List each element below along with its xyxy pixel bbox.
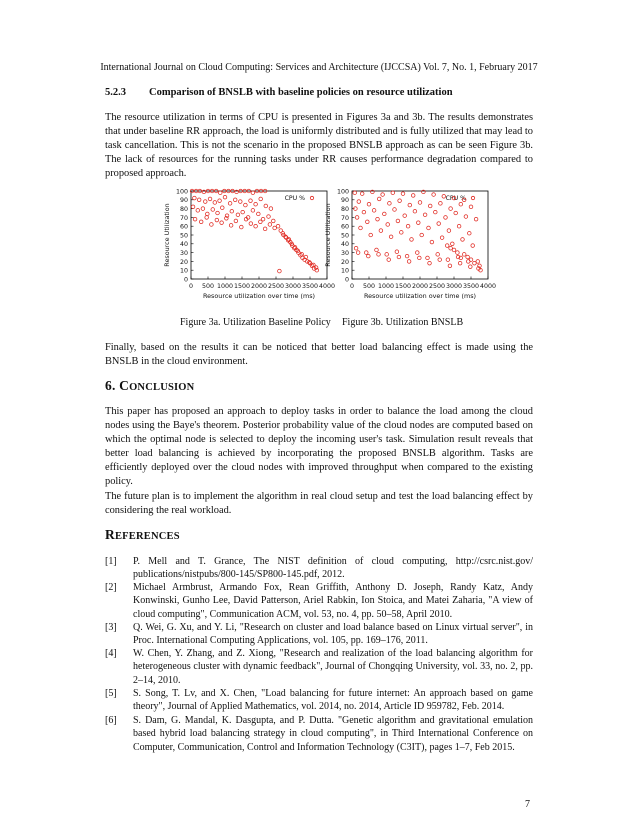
references-heading-prefix: R — [105, 527, 115, 542]
data-point — [369, 233, 373, 237]
data-point — [354, 246, 358, 250]
data-point — [411, 194, 415, 198]
reference-item — [105, 581, 533, 621]
data-point — [469, 205, 473, 209]
reference-number: [3] — [105, 622, 117, 633]
data-point — [220, 221, 224, 225]
x-tick-label: 500 — [201, 283, 215, 290]
conclusion-paragraph: This paper has proposed an approach to deploy tasks in order to balance the load among the cloud nodes using the Baye's theorem. Posterior probability value of the cloud nodes are computed based on which the optimal node is selected to deploy the incoming user's task. Simulation result reveals that better load balancing is achieved by incorporating the proposed BNSLB algorithm. Tasks are efficiently deployed over the cloud nodes with improved throughput when compared to the existing policy. — [105, 406, 533, 487]
data-point — [420, 233, 424, 237]
figure-3a-caption: Figure 3a. Utilization Baseline Policy — [180, 317, 331, 328]
section-title: Comparison of BNSLB with baseline policies on resource utilization — [149, 87, 453, 98]
data-point — [428, 204, 432, 208]
data-point — [196, 209, 200, 213]
data-point — [459, 202, 463, 206]
data-point — [377, 197, 381, 201]
legend-label: CPU % — [445, 195, 466, 202]
figure-3b-chart — [322, 183, 497, 303]
data-point — [389, 235, 393, 239]
data-point — [210, 223, 214, 227]
data-point — [259, 220, 263, 224]
results-paragraph: The resource utilization in terms of CPU is presented in Figures 3a and 3b. The results demonstrates that under baseline RR approach, the load is uniformly distributed and is fully utilized that may lead to task cancellation. This is not the scenario in the proposed BNSLB approach as can be seen Figure 3b. The lack of resources for the running tasks under RR causes performance degradation compared to proposed approach. — [105, 112, 533, 179]
data-point — [468, 231, 472, 235]
data-point — [269, 207, 273, 211]
data-point — [466, 255, 470, 259]
x-tick-label: 3000 — [445, 283, 463, 290]
data-point — [193, 217, 197, 221]
y-tick-label: 90 — [179, 197, 188, 205]
data-point — [400, 231, 404, 235]
y-tick-label: 60 — [340, 223, 349, 231]
data-point — [397, 255, 401, 259]
data-point — [395, 250, 399, 254]
reference-item — [105, 714, 533, 754]
data-point — [251, 209, 255, 213]
y-tick-label: 50 — [179, 232, 188, 240]
y-tick-label: 60 — [179, 223, 188, 231]
data-point — [440, 236, 444, 240]
data-point — [396, 219, 400, 223]
data-point — [427, 226, 431, 230]
x-tick-label: 0 — [349, 283, 355, 290]
finding-paragraph: Finally, based on the results it can be noticed that better load balancing effect is made using the BNSLB in the cloud environment. — [105, 342, 533, 367]
data-point — [268, 223, 272, 227]
reference-item — [105, 621, 533, 648]
data-point — [444, 216, 448, 220]
data-point — [423, 213, 427, 217]
y-tick-label: 100 — [336, 188, 349, 196]
data-point — [456, 251, 460, 255]
data-point — [457, 224, 461, 228]
y-tick-label: 0 — [183, 276, 188, 284]
y-tick-label: 90 — [340, 197, 349, 205]
data-point — [415, 251, 419, 255]
data-point — [464, 215, 468, 219]
future-work-paragraph: The future plan is to implement the algorithm in real cloud setup and test the load balancing effect by considering the real workload. — [105, 491, 533, 516]
reference-text: S. Dam, G. Mandal, K. Dasgupta, and P. Dutta. "Genetic algorithm and gravitational emulation based hybrid load balancing strategy in cloud computing", in Third International Conference on Computer, Communication, Control and Information Technology (C3IT), pages 1–7, Feb 2015. — [133, 715, 533, 753]
y-tick-label: 20 — [340, 258, 349, 266]
data-point — [379, 229, 383, 233]
data-point — [355, 216, 359, 220]
data-point — [254, 224, 258, 228]
data-point — [366, 220, 370, 224]
data-point — [353, 191, 357, 195]
reference-text: S. Song, T. Lv, and X. Chen, "Load balancing for future internet: An approach based on game theory", Journal of Applied Mathematics, vol. 2014, no. 2014, Article ID 959782, Feb. 2014. — [133, 688, 533, 713]
data-point — [211, 208, 215, 212]
reference-number: [6] — [105, 715, 117, 726]
data-point — [263, 227, 267, 231]
data-point — [406, 224, 410, 228]
data-point — [405, 254, 409, 258]
reference-text: P. Mell and T. Grance, The NIST definition of cloud computing, http://csrc.nist.gov/ publications/nistpubs/800-145/SP800-145.pdf, 2012. — [133, 556, 533, 581]
data-point — [403, 214, 407, 218]
x-axis-label: Resource utilization over time (ms) — [202, 292, 316, 300]
y-tick-label: 10 — [340, 267, 349, 275]
figure-3a-chart — [161, 183, 336, 303]
data-point — [432, 193, 436, 197]
x-tick-label: 500 — [362, 283, 376, 290]
data-point — [430, 240, 434, 244]
x-tick-label: 0 — [188, 283, 194, 290]
x-tick-label: 2500 — [267, 283, 285, 290]
y-tick-label: 70 — [179, 214, 188, 222]
data-point — [452, 248, 456, 252]
x-tick-label: 1500 — [233, 283, 251, 290]
data-point — [356, 251, 360, 255]
data-point — [417, 221, 421, 225]
data-point — [385, 253, 389, 257]
y-axis-label: Resource Utilization — [324, 203, 332, 267]
reference-text: Michael Armbrust, Armando Fox, Rean Griffith, Anthony D. Joseph, Randy Katz, Andy Konwinski, Gunho Lee, David Patterson, Ariel Rabkin, Ion Stoica, and Matei Zaharia, "A view of cloud computing", Communication ACM, vol. 53, no. 4, pp. 50–58, April 2010. — [133, 582, 533, 620]
data-point — [357, 200, 361, 204]
data-point — [220, 206, 224, 210]
data-point — [254, 202, 258, 206]
data-point — [203, 200, 207, 204]
data-point — [393, 208, 397, 212]
data-point — [201, 207, 205, 211]
data-point — [434, 210, 438, 214]
data-point — [229, 224, 233, 228]
data-point — [408, 203, 412, 207]
references-heading-rest: EFERENCES — [114, 531, 180, 542]
data-point — [206, 212, 210, 216]
figure-3b-caption: Figure 3b. Utilization BNSLB — [342, 317, 464, 328]
data-point — [249, 222, 253, 226]
data-point — [208, 197, 212, 201]
y-tick-label: 50 — [340, 232, 349, 240]
data-point — [234, 219, 238, 223]
data-point — [471, 244, 475, 248]
data-point — [241, 210, 245, 214]
data-point — [388, 202, 392, 206]
data-point — [398, 199, 402, 203]
y-tick-label: 30 — [340, 250, 349, 257]
data-point — [446, 258, 450, 262]
reference-text: W. Chen, Y. Zhang, and Z. Xiong, "Research and realization of the load balancing algorithm for heterogeneous cluster with dynamic feedback", Journal of Chongqing University, vol. 33, no. 2, pp. 2–14, 2010. — [133, 648, 533, 686]
x-tick-label: 4000 — [318, 283, 336, 290]
y-tick-label: 20 — [179, 258, 188, 266]
data-point — [447, 229, 451, 233]
legend-marker — [310, 196, 313, 199]
data-point — [391, 191, 395, 195]
data-point — [474, 217, 478, 221]
conclusion-heading-rest: ONCLUSION — [129, 382, 195, 393]
data-point — [454, 211, 458, 215]
data-point — [359, 226, 363, 230]
reference-item — [105, 647, 533, 687]
section-heading — [105, 87, 453, 98]
y-tick-label: 80 — [340, 206, 349, 213]
x-axis-label: Resource utilization over time (ms) — [363, 292, 477, 300]
data-point — [438, 258, 442, 262]
reference-item — [105, 687, 533, 714]
data-point — [428, 261, 432, 265]
data-point — [199, 220, 203, 224]
data-point — [257, 212, 261, 216]
data-point — [401, 192, 405, 196]
data-point — [267, 215, 271, 219]
data-point — [387, 258, 391, 262]
data-point — [462, 253, 466, 257]
reference-number: [2] — [105, 582, 117, 593]
data-point — [233, 198, 237, 202]
data-point — [372, 209, 376, 213]
data-point — [439, 202, 443, 206]
data-point — [466, 260, 470, 264]
plot-frame — [191, 191, 327, 279]
data-point — [451, 242, 455, 246]
data-point — [386, 223, 390, 227]
y-tick-label: 80 — [179, 206, 188, 213]
data-point — [251, 191, 255, 195]
data-point — [376, 217, 380, 221]
data-point — [197, 198, 201, 202]
data-point — [193, 196, 197, 200]
data-point — [278, 269, 282, 273]
y-tick-label: 30 — [179, 250, 188, 257]
page-number: 7 — [525, 799, 530, 810]
data-point — [218, 199, 222, 203]
data-point — [476, 260, 480, 264]
data-point — [228, 202, 232, 206]
data-point — [383, 212, 387, 216]
legend-label: CPU % — [284, 195, 305, 202]
reference-number: [5] — [105, 688, 117, 699]
data-point — [473, 261, 477, 265]
reference-number: [1] — [105, 556, 117, 567]
data-point — [458, 261, 462, 265]
data-point — [364, 251, 368, 255]
x-tick-label: 3500 — [462, 283, 480, 290]
data-point — [448, 264, 452, 268]
conclusion-heading-prefix: 6. C — [105, 378, 130, 393]
data-point — [449, 246, 453, 250]
data-point — [381, 193, 385, 197]
y-tick-label: 100 — [175, 188, 188, 196]
data-point — [445, 244, 449, 248]
x-tick-label: 3000 — [284, 283, 302, 290]
y-tick-label: 0 — [344, 276, 349, 284]
legend-marker — [471, 196, 474, 199]
data-point — [218, 191, 222, 195]
data-point — [216, 211, 220, 215]
data-point — [240, 225, 244, 229]
x-tick-label: 2000 — [250, 283, 268, 290]
x-tick-label: 2000 — [411, 283, 429, 290]
y-axis-label: Resource Utilization — [163, 203, 171, 267]
data-point — [367, 202, 371, 206]
data-point — [362, 210, 366, 214]
data-point — [437, 222, 441, 226]
y-tick-label: 40 — [340, 241, 349, 249]
section-number: 5.2.3 — [105, 87, 126, 98]
data-point — [407, 260, 411, 264]
data-point — [230, 209, 234, 213]
data-point — [418, 201, 422, 205]
x-tick-label: 3500 — [301, 283, 319, 290]
data-point — [249, 199, 253, 203]
y-tick-label: 70 — [340, 214, 349, 222]
references-heading — [105, 527, 180, 543]
data-point — [449, 207, 453, 211]
y-tick-label: 40 — [179, 241, 188, 249]
x-tick-label: 2500 — [428, 283, 446, 290]
y-tick-label: 10 — [179, 267, 188, 275]
data-point — [271, 219, 275, 223]
journal-header: International Journal on Cloud Computing: Services and Architecture (IJCCSA) Vol. 7, No. 1, February 2017 — [100, 62, 538, 73]
data-point — [264, 204, 268, 208]
data-point — [360, 192, 364, 196]
data-point — [375, 248, 379, 252]
x-tick-label: 1500 — [394, 283, 412, 290]
reference-text: Q. Wei, G. Xu, and Y. Li, "Research on cluster and load balance based on Linux virtual server", in Proc. International Computing Applications, vol. 105, pp. 169–176, 2011. — [133, 622, 533, 647]
x-tick-label: 1000 — [216, 283, 234, 290]
data-point — [239, 200, 243, 204]
data-point — [426, 256, 430, 260]
data-point — [377, 253, 381, 257]
data-point — [436, 253, 440, 257]
data-point — [273, 226, 277, 230]
data-point — [236, 213, 240, 217]
data-point — [410, 238, 414, 242]
data-point — [469, 265, 473, 269]
conclusion-heading — [105, 378, 194, 394]
data-point — [213, 201, 217, 205]
x-tick-label: 4000 — [479, 283, 497, 290]
x-tick-label: 1000 — [377, 283, 395, 290]
data-point — [367, 254, 371, 258]
data-point — [191, 205, 195, 209]
data-point — [413, 209, 417, 213]
data-point — [215, 218, 219, 222]
data-point — [259, 197, 263, 201]
data-point — [461, 238, 465, 242]
data-point — [276, 224, 280, 228]
data-point — [205, 216, 209, 220]
reference-item — [105, 555, 533, 582]
reference-number: [4] — [105, 648, 117, 659]
data-point — [418, 256, 422, 260]
data-point — [244, 203, 248, 207]
data-point — [223, 195, 227, 199]
